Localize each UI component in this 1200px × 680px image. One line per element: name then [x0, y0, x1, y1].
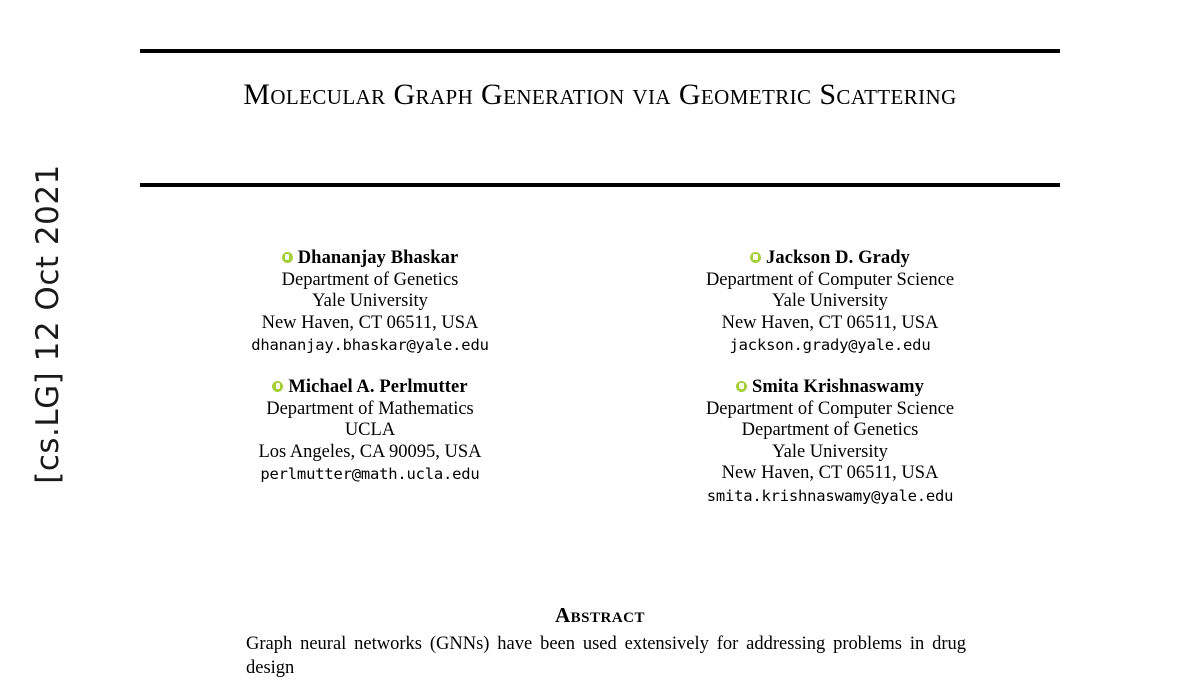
author-email[interactable]: smita.krishnaswamy@yale.edu: [706, 486, 954, 505]
author-affiliation-line: UCLA: [344, 420, 396, 440]
author-name: [600, 377, 1060, 399]
author-affiliation-line: Los Angeles, CA 90095, USA: [258, 441, 482, 462]
author-affiliation-line: Yale University: [312, 291, 428, 311]
author-row: [140, 248, 1060, 356]
author-affiliation-line: Department of Genetics: [741, 420, 919, 440]
author-name-text: Smita Krishnaswamy: [752, 377, 924, 397]
author-name: [140, 248, 600, 270]
orcid-icon[interactable]: [750, 252, 761, 263]
author-block-4: [600, 377, 1060, 507]
author-affiliation-line: Yale University: [772, 441, 888, 462]
author-affiliation-line: New Haven, CT 06511, USA: [261, 312, 479, 333]
author-name: [600, 248, 1060, 270]
author-email[interactable]: jackson.grady@yale.edu: [729, 336, 931, 354]
author-list: [140, 248, 1060, 507]
abstract-text: Graph neural networks (GNNs) have been used extensively for addressing problems in drug design: [246, 634, 966, 678]
arxiv-stamp-text: [cs.LG] 12 Oct 2021: [30, 164, 66, 484]
orcid-icon[interactable]: [736, 381, 747, 392]
author-block-1: [140, 248, 600, 356]
author-affiliation-line: Department of Computer Science: [705, 269, 955, 290]
author-email[interactable]: perlmutter@math.ucla.edu: [260, 465, 480, 483]
author-row: [140, 377, 1060, 507]
title-rule-bottom: [140, 183, 1060, 187]
page-title: Molecular Graph Generation via Geometric Scattering: [243, 78, 957, 111]
author-email[interactable]: dhananjay.bhaskar@yale.edu: [251, 336, 489, 354]
paper-page: [96, 0, 1200, 678]
author-block-3: [140, 377, 600, 507]
author-block-2: [600, 248, 1060, 356]
orcid-icon[interactable]: [272, 381, 283, 392]
author-affiliation-line: New Haven, CT 06511, USA: [721, 463, 939, 483]
author-name-text: Jackson D. Grady: [766, 248, 910, 268]
orcid-icon[interactable]: [282, 252, 293, 263]
abstract-heading: Abstract: [554, 603, 646, 627]
author-affiliation-line: Department of Mathematics: [266, 398, 474, 419]
author-affiliation-line: New Haven, CT 06511, USA: [721, 312, 939, 333]
author-affiliation-line: Department of Computer Science: [705, 398, 955, 419]
arxiv-stamp: [0, 0, 96, 648]
author-affiliation-line: Department of Genetics: [281, 269, 459, 290]
author-name-text: Dhananjay Bhaskar: [297, 248, 459, 268]
title-rule-top: [140, 49, 1060, 53]
author-affiliation-line: Yale University: [772, 291, 888, 311]
author-name: [140, 377, 600, 399]
author-name-text: Michael A. Perlmutter: [288, 377, 468, 397]
